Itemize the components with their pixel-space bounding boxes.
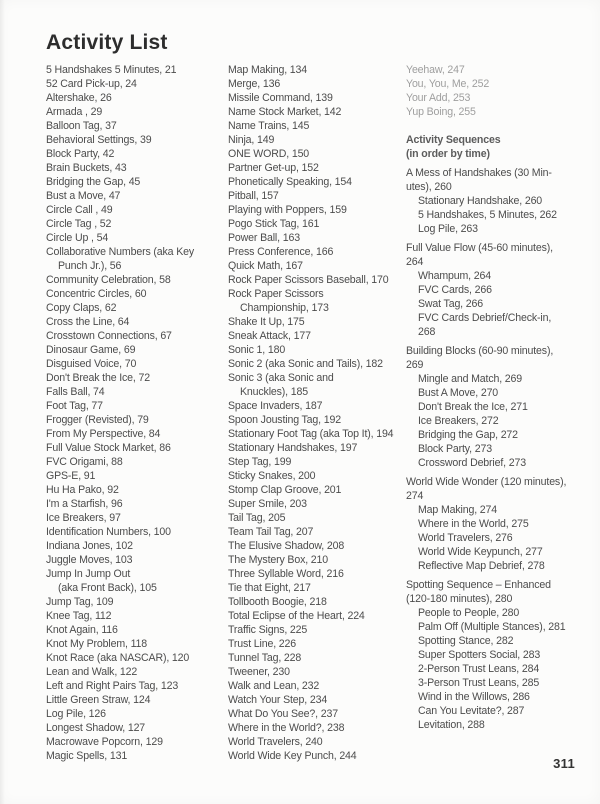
index-entry: Shake It Up, 175	[228, 316, 305, 328]
index-entry: Stationary Foot Tag (aka Top It), 194	[228, 428, 394, 440]
index-entry: Swat Tag, 266	[418, 298, 483, 310]
index-entry: Armada , 29	[46, 106, 103, 118]
index-entry: Yeehaw, 247	[406, 64, 465, 76]
index-entry: Crosstown Connections, 67	[46, 330, 172, 342]
index-entry: What Do You See?, 237	[228, 708, 338, 720]
index-entry: Rock Paper Scissors Baseball, 170	[228, 274, 389, 286]
index-entry: World Travelers, 276	[418, 532, 513, 544]
index-entry: Knuckles), 185	[240, 386, 308, 398]
index-entry: Total Eclipse of the Heart, 224	[228, 610, 365, 622]
index-entry: Log Pile, 126	[46, 708, 106, 720]
index-entry: World Wide Key Punch, 244	[228, 750, 357, 762]
index-entry: Identification Numbers, 100	[46, 526, 171, 538]
index-entry: Left and Right Pairs Tag, 123	[46, 680, 179, 692]
index-entry: (120-180 minutes), 280	[406, 593, 513, 605]
index-entry: Championship, 173	[240, 302, 329, 314]
index-entry: utes), 260	[406, 181, 452, 193]
index-entry: 2-Person Trust Leans, 284	[418, 663, 540, 675]
index-entry: Knot Again, 116	[46, 624, 118, 636]
index-entry: Log Pile, 263	[418, 223, 478, 235]
index-entry: Pogo Stick Tag, 161	[228, 218, 320, 230]
index-entry: Sonic 2 (aka Sonic and Tails), 182	[228, 358, 383, 370]
index-entry: Phonetically Speaking, 154	[228, 176, 352, 188]
index-entry: Hu Ha Pako, 92	[46, 484, 119, 496]
index-entry: Disguised Voice, 70	[46, 358, 137, 370]
index-entry: Ice Breakers, 272	[418, 415, 499, 427]
index-entry: Crossword Debrief, 273	[418, 457, 526, 469]
index-entry: Brain Buckets, 43	[46, 162, 127, 174]
index-entry: The Mystery Box, 210	[228, 554, 329, 566]
index-entry: Watch Your Step, 234	[228, 694, 328, 706]
index-entry: Map Making, 134	[228, 64, 308, 76]
index-entry: Knee Tag, 112	[46, 610, 112, 622]
index-entry: Tail Tag, 205	[228, 512, 286, 524]
index-entry: Jump In Jump Out	[46, 568, 131, 580]
index-entry: Your Add, 253	[406, 92, 471, 104]
index-entry: Juggle Moves, 103	[46, 554, 133, 566]
index-entry: Jump Tag, 109	[46, 596, 114, 608]
index-entry: Behavioral Settings, 39	[46, 134, 152, 146]
index-entry: Sonic 3 (aka Sonic and	[228, 372, 334, 384]
index-entry: Whampum, 264	[418, 270, 491, 282]
index-entry: Traffic Signs, 225	[228, 624, 308, 636]
index-entry: Can You Levitate?, 287	[418, 705, 525, 717]
index-entry: Step Tag, 199	[228, 456, 292, 468]
index-entry: Where in the World, 275	[418, 518, 529, 530]
index-entry: Bridging the Gap, 45	[46, 176, 141, 188]
index-entry: Bust A Move, 270	[418, 387, 499, 399]
index-entry: Three Syllable Word, 216	[228, 568, 344, 580]
index-entry: World Travelers, 240	[228, 736, 323, 748]
index-entry: Super Spotters Social, 283	[418, 649, 541, 661]
index-entry: Longest Shadow, 127	[46, 722, 146, 734]
index-entry: Tollbooth Boogie, 218	[228, 596, 327, 608]
section-heading: (in order by time)	[406, 148, 490, 160]
index-entry: World Wide Wonder (120 minutes),	[406, 476, 567, 488]
index-entry: Sonic 1, 180	[228, 344, 286, 356]
index-entry: Building Blocks (60-90 minutes),	[406, 345, 554, 357]
index-entry: Reflective Map Debrief, 278	[418, 560, 545, 572]
index-entry: Block Party, 273	[418, 443, 492, 455]
index-entry: Copy Claps, 62	[46, 302, 117, 314]
index-entry: Indiana Jones, 102	[46, 540, 133, 552]
index-entry: Merge, 136	[228, 78, 281, 90]
index-entry: Palm Off (Multiple Stances), 281	[418, 621, 566, 633]
index-entry: Lean and Walk, 122	[46, 666, 138, 678]
index-entry: Spoon Jousting Tag, 192	[228, 414, 341, 426]
index-entry: Full Value Stock Market, 86	[46, 442, 171, 454]
index-entry: Knot Race (aka NASCAR), 120	[46, 652, 190, 664]
index-entry: Rock Paper Scissors	[228, 288, 324, 300]
index-entry: I'm a Starfish, 96	[46, 498, 123, 510]
index-entry: Name Stock Market, 142	[228, 106, 342, 118]
index-entry: Circle Call , 49	[46, 204, 113, 216]
index-entry: Stomp Clap Groove, 201	[228, 484, 342, 496]
index-entry: Magic Spells, 131	[46, 750, 128, 762]
index-entry: Block Party, 42	[46, 148, 115, 160]
index-column-2	[228, 63, 406, 763]
index-columns	[46, 63, 580, 763]
index-entry: 274	[406, 490, 424, 502]
index-entry: Little Green Straw, 124	[46, 694, 151, 706]
index-entry: Foot Tag, 77	[46, 400, 103, 412]
index-entry: FVC Cards, 266	[418, 284, 492, 296]
index-entry: Sneak Attack, 177	[228, 330, 311, 342]
index-entry: Concentric Circles, 60	[46, 288, 147, 300]
index-entry: Power Ball, 163	[228, 232, 300, 244]
index-entry: From My Perspective, 84	[46, 428, 161, 440]
index-column-3	[406, 63, 580, 763]
index-entry: Sticky Snakes, 200	[228, 470, 316, 482]
index-entry: 269	[406, 359, 424, 371]
index-entry: 52 Card Pick-up, 24	[46, 78, 137, 90]
index-entry: (aka Front Back), 105	[58, 582, 157, 594]
index-entry: Missile Command, 139	[228, 92, 333, 104]
index-entry: Balloon Tag, 37	[46, 120, 117, 132]
index-entry: 5 Handshakes, 5 Minutes, 262	[418, 209, 557, 221]
index-entry: Bridging the Gap, 272	[418, 429, 518, 441]
index-entry: Dinosaur Game, 69	[46, 344, 136, 356]
index-entry: Don't Break the Ice, 271	[418, 401, 528, 413]
index-entry: Stationary Handshake, 260	[418, 195, 543, 207]
index-entry: Super Smile, 203	[228, 498, 307, 510]
index-entry: 3-Person Trust Leans, 285	[418, 677, 540, 689]
index-entry: Spotting Sequence – Enhanced	[406, 579, 551, 591]
index-entry: Knot My Problem, 118	[46, 638, 148, 650]
index-entry: Collaborative Numbers (aka Key	[46, 246, 194, 258]
index-entry: Mingle and Match, 269	[418, 373, 523, 385]
index-entry: Ice Breakers, 97	[46, 512, 121, 524]
index-column-1	[46, 63, 228, 763]
section-heading: Activity Sequences	[406, 134, 501, 146]
index-entry: Frogger (Revisted), 79	[46, 414, 149, 426]
index-entry: Ninja, 149	[228, 134, 275, 146]
index-entry: Stationary Handshakes, 197	[228, 442, 358, 454]
index-entry: Community Celebration, 58	[46, 274, 171, 286]
index-entry: Tweener, 230	[228, 666, 290, 678]
index-entry: Tunnel Tag, 228	[228, 652, 302, 664]
index-entry: Circle Tag , 52	[46, 218, 112, 230]
index-entry: Pitball, 157	[228, 190, 279, 202]
index-entry: Full Value Flow (45-60 minutes),	[406, 242, 553, 254]
index-entry: 5 Handshakes 5 Minutes, 21	[46, 64, 177, 76]
index-entry: Space Invaders, 187	[228, 400, 323, 412]
index-entry: Where in the World?, 238	[228, 722, 345, 734]
index-entry: Walk and Lean, 232	[228, 680, 320, 692]
index-entry: Partner Get-up, 152	[228, 162, 319, 174]
index-entry: ONE WORD, 150	[228, 148, 310, 160]
index-entry: Wind in the Willows, 286	[418, 691, 530, 703]
index-entry: Name Trains, 145	[228, 120, 310, 132]
index-entry: Falls Ball, 74	[46, 386, 105, 398]
index-entry: Cross the Line, 64	[46, 316, 130, 328]
index-entry: FVC Cards Debrief/Check-in,	[418, 312, 552, 324]
index-entry: GPS-E, 91	[46, 470, 96, 482]
index-entry: Altershake, 26	[46, 92, 112, 104]
index-entry: Circle Up , 54	[46, 232, 109, 244]
index-entry: People to People, 280	[418, 607, 520, 619]
index-entry: Tie that Eight, 217	[228, 582, 311, 594]
index-entry: FVC Origami, 88	[46, 456, 123, 468]
page-title: Activity List	[46, 31, 168, 54]
index-entry: Yup Boing, 255	[406, 106, 476, 118]
index-entry: Levitation, 288	[418, 719, 485, 731]
index-entry: Press Conference, 166	[228, 246, 334, 258]
index-entry: Bust a Move, 47	[46, 190, 121, 202]
index-entry: Playing with Poppers, 159	[228, 204, 347, 216]
index-entry: 264	[406, 256, 424, 268]
index-entry: A Mess of Handshakes (30 Min-	[406, 167, 552, 179]
index-entry: Don't Break the Ice, 72	[46, 372, 150, 384]
index-entry: Map Making, 274	[418, 504, 498, 516]
index-entry: The Elusive Shadow, 208	[228, 540, 345, 552]
page-number: 311	[553, 756, 575, 771]
index-entry: Punch Jr.), 56	[58, 260, 122, 272]
index-entry: Quick Math, 167	[228, 260, 303, 272]
index-entry: Team Tail Tag, 207	[228, 526, 314, 538]
index-entry: Spotting Stance, 282	[418, 635, 514, 647]
index-entry: Trust Line, 226	[228, 638, 297, 650]
index-entry: You, You, Me, 252	[406, 78, 490, 90]
index-entry: Macrowave Popcorn, 129	[46, 736, 163, 748]
index-entry: 268	[418, 326, 436, 338]
index-entry: World Wide Keypunch, 277	[418, 546, 543, 558]
